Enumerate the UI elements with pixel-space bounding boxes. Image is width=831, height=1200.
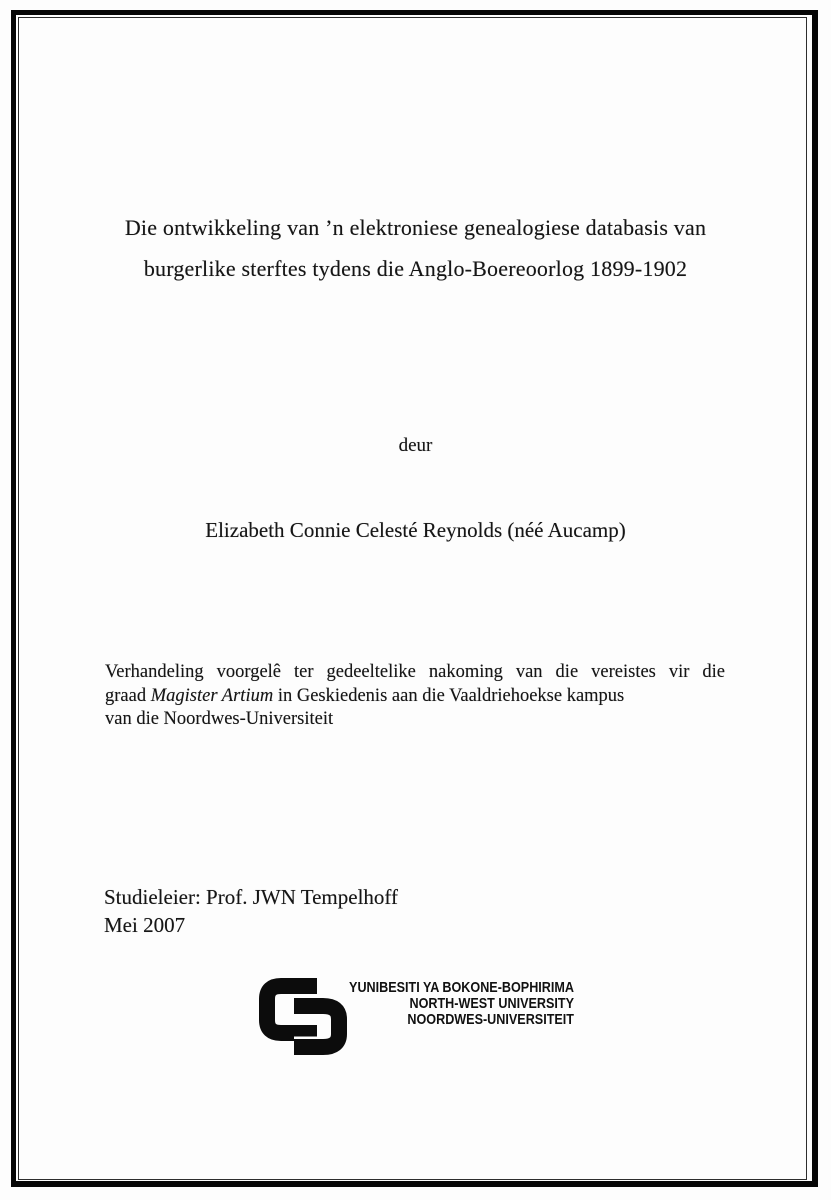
thesis-title [50, 207, 781, 289]
byline-deur: deur [398, 435, 433, 456]
supervisor-block [104, 884, 398, 939]
statement-line-2 [105, 685, 725, 709]
statement-line-2-pre: graad [105, 685, 151, 706]
logo-line-setswana: YUNIBESITI YA BOKONE-BOPHIRIMA [349, 979, 574, 996]
logo-line-afrikaans: NOORDWES-UNIVERSITEIT [407, 1010, 574, 1028]
statement-line-2-post: in Geskiedenis aan die Vaaldriehoekse kampus [273, 685, 625, 706]
statement-line-1: Verhandeling voorgelê ter gedeeltelike nakoming van die vereistes vir die [105, 662, 725, 682]
university-logo-text [344, 980, 574, 1027]
university-logo [257, 977, 349, 1062]
supervisor-line: Studieleier: Prof. JWN Tempelhoff [104, 885, 399, 909]
author-name: Elizabeth Connie Celesté Reynolds (néé Aucamp) [205, 518, 626, 542]
thesis-title-line-2: burgerlike sterftes tydens die Anglo-Boereoorlog 1899-1902 [143, 256, 688, 281]
thesis-title-line-1: Die ontwikkeling van ’n elektroniese genealogiese databasis van [124, 215, 707, 240]
date-line: Mei 2007 [104, 912, 186, 937]
degree-statement [105, 661, 725, 732]
logo-line-english: NORTH-WEST UNIVERSITY [409, 994, 574, 1012]
statement-line-3: van die Noordwes-Universiteit [105, 709, 334, 729]
nwu-chain-links-icon [257, 977, 349, 1057]
degree-name-italic: Magister Artium [150, 685, 274, 706]
